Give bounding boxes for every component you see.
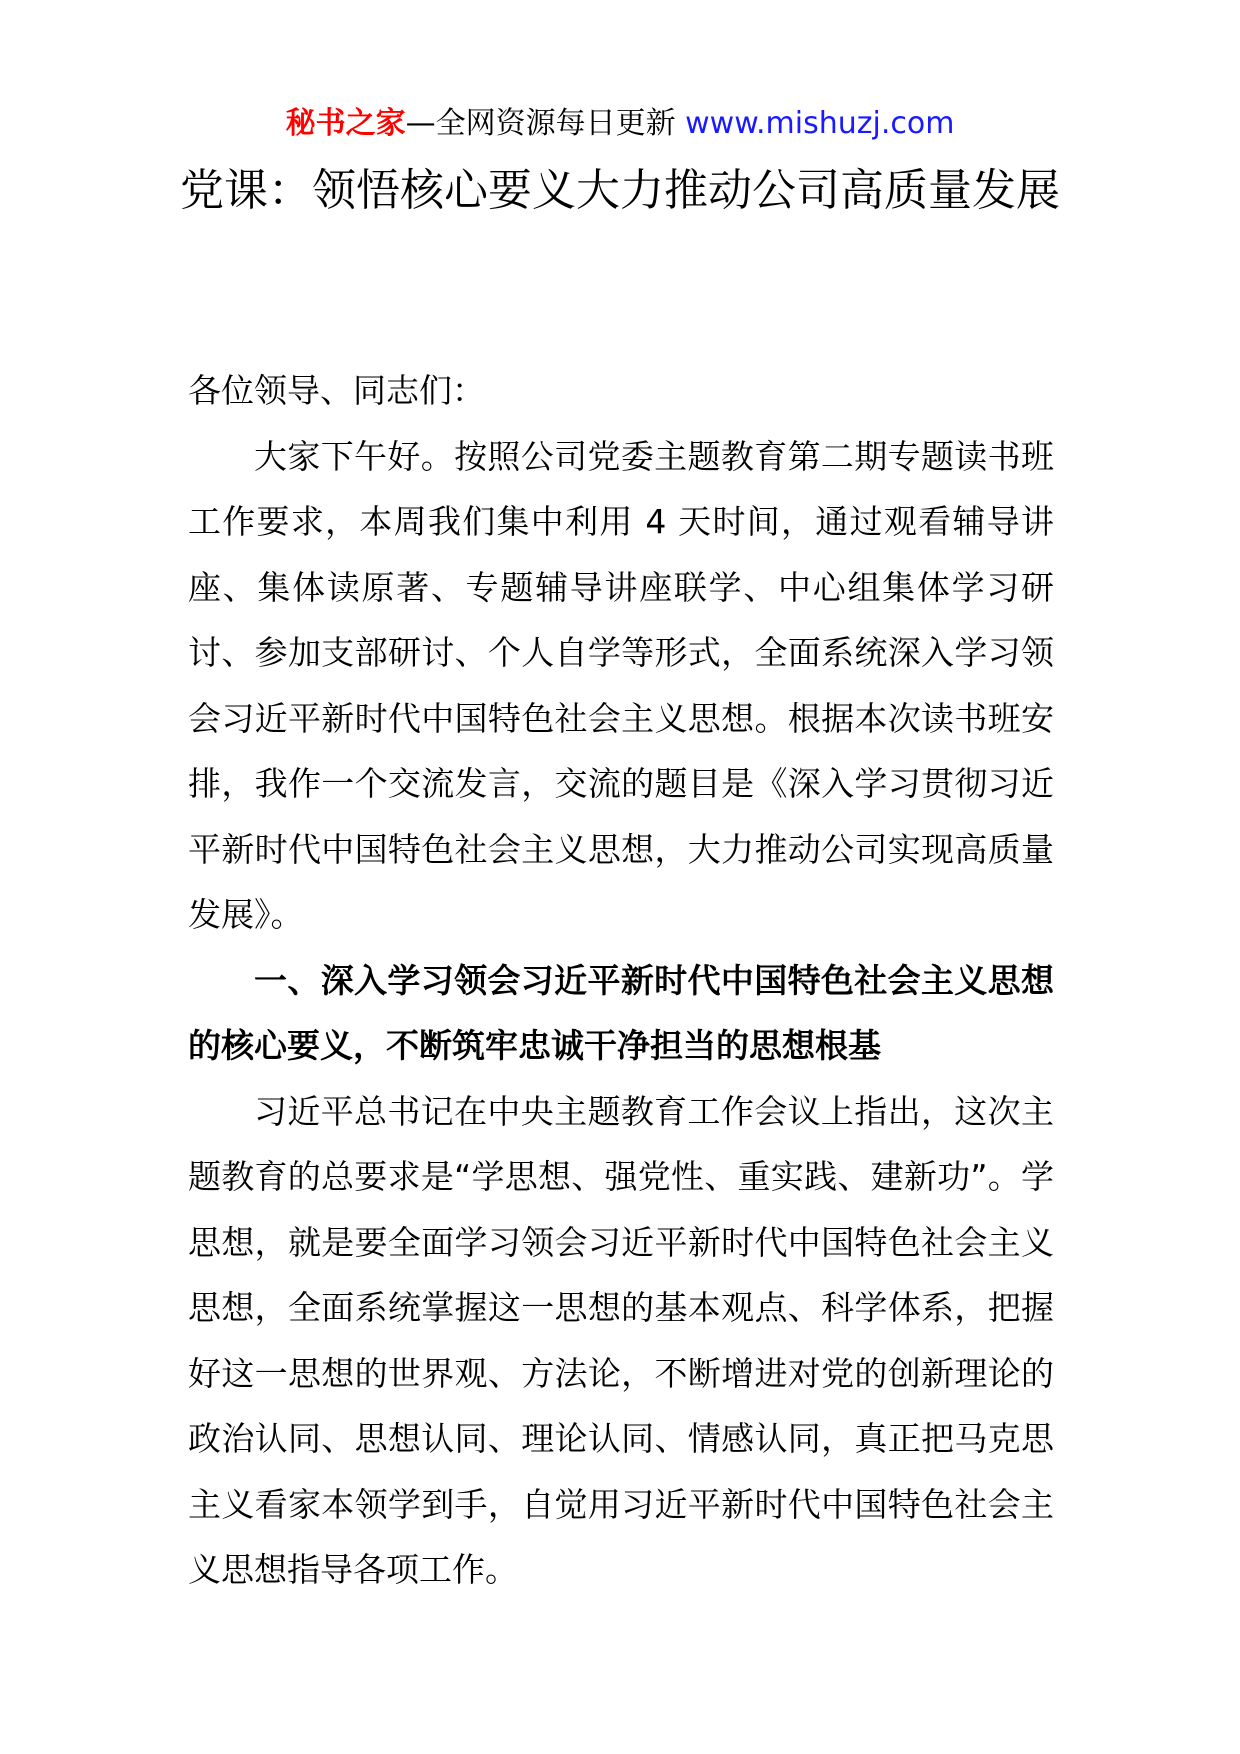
document-body	[188, 358, 1054, 1603]
salutation: 各位领导、同志们：	[188, 371, 485, 410]
paragraph-intro: 大家下午好。按照公司党委主题教育第二期专题读书班工作要求，本周我们集中利用 4 天时间，通过观看辅导讲座、集体读原著、专题辅导讲座联学、中心组集体学习研讨、参加支部研讨、个人自学等形式，全面系统深入学习领会习近平新时代中国特色社会主义思想。根据本次读书班安排，我作一个交流发言，交流的题目是《深入学习贯彻习近平新时代中国特色社会主义思想，大力推动公司实现高质量发展》。	[188, 436, 1054, 934]
brand-name: 秘书之家	[285, 106, 406, 141]
document-title: 党课：领悟核心要义大力推动公司高质量发展	[180, 165, 1060, 216]
site-header	[0, 100, 1240, 148]
site-url-link[interactable]: www.mishuzj.com	[685, 106, 955, 141]
section-heading-1: 一、深入学习领会习近平新时代中国特色社会主义思想的核心要义，不断筑牢忠诚干净担当的思想根基	[188, 960, 1054, 1065]
header-tagline: —全网资源每日更新	[405, 106, 686, 141]
paragraph-section-1: 习近平总书记在中央主题教育工作会议上指出，这次主题教育的总要求是“学思想、强党性、重实践、建新功”。学思想，就是要全面学习领会习近平新时代中国特色社会主义思想，全面系统掌握这一思想的基本观点、科学体系，把握好这一思想的世界观、方法论，不断增进对党的创新理论的政治认同、思想认同、理论认同、情感认同，真正把马克思主义看家本领学到手，自觉用习近平新时代中国特色社会主义思想指导各项工作。	[188, 1091, 1054, 1589]
